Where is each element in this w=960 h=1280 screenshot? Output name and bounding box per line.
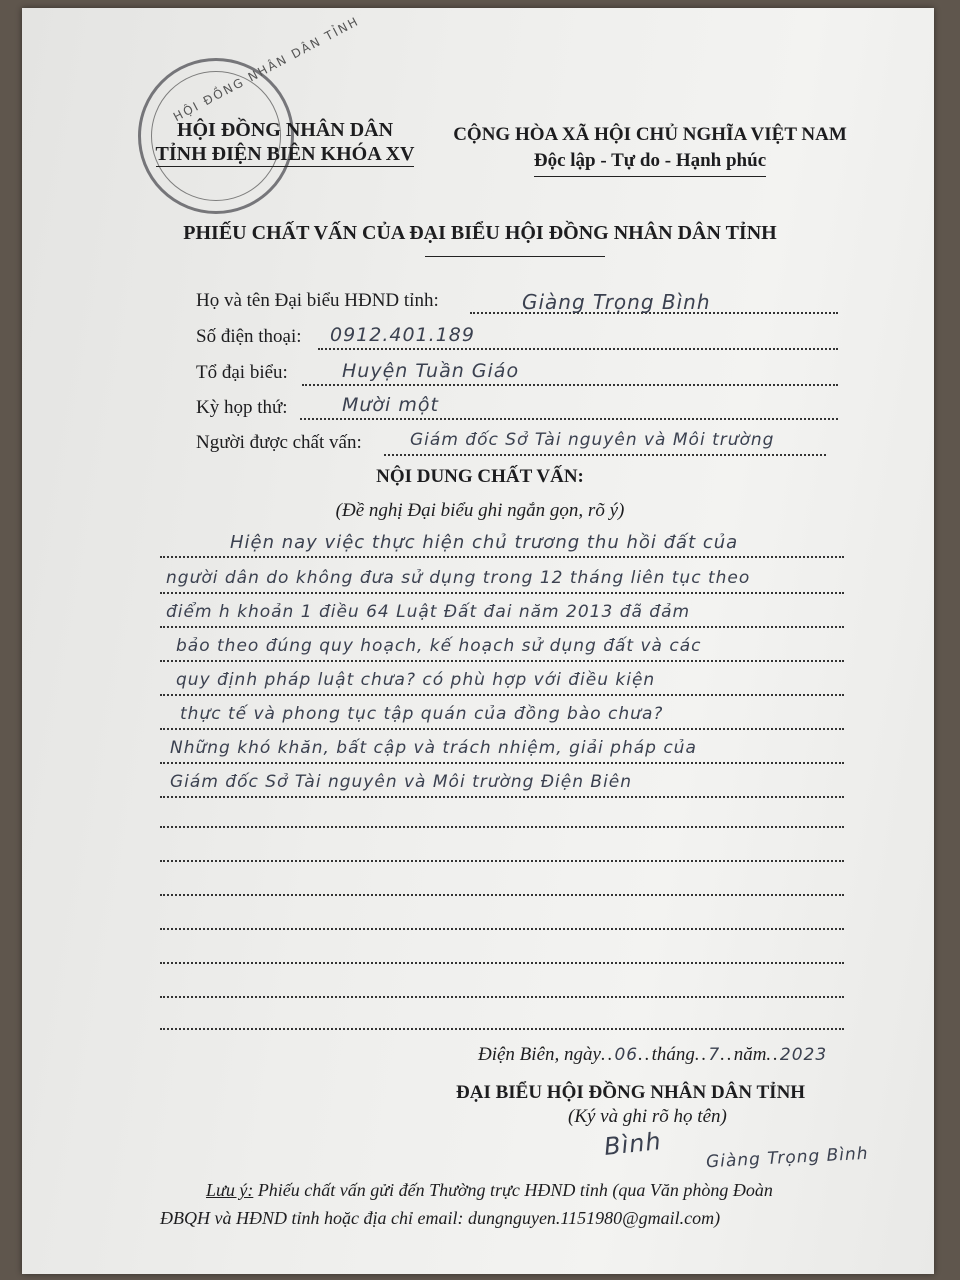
blank-line [160,962,844,964]
footer-note-line-2: ĐBQH và HĐND tỉnh hoặc địa chỉ email: dungnguyen.1151980@gmail.com) [160,1208,721,1228]
content-line-rule [160,592,844,594]
target-label: Người được chất vấn: [196,432,362,453]
name-label: Họ và tên Đại biểu HĐND tỉnh: [196,290,439,311]
group-row [196,362,288,384]
content-line-rule [160,694,844,696]
name-value: Giàng Trọng Bình [522,290,711,314]
content-line-rule [160,796,844,798]
date-line: Điện Biên, ngày..06..tháng..7..năm..2023 [478,1044,828,1065]
org-line-2: TỈNH ĐIỆN BIÊN KHÓA XV [155,143,415,165]
content-line: Những khó khăn, bất cập và trách nhiệm, giải pháp của [170,738,697,758]
blank-line [160,894,844,896]
blank-line [160,928,844,930]
date-month-label: tháng [651,1044,695,1065]
content-line-rule [160,660,844,662]
session-row [196,397,288,419]
signature-title: ĐẠI BIỂU HỘI ĐỒNG NHÂN DÂN TỈNH [456,1082,806,1103]
content-line-rule [160,728,844,730]
org-line-1: HỘI ĐỒNG NHÂN DÂN [176,119,394,141]
footer-note-line-1 [206,1180,773,1201]
content-line-rule [160,626,844,628]
session-label: Kỳ họp thứ: [196,397,288,418]
signature-note: (Ký và ghi rõ họ tên) [568,1106,727,1127]
signature-mark: Bình [602,1127,663,1161]
organization-header [150,118,420,167]
date-month: 7 [708,1045,721,1065]
content-line: quy định pháp luật chưa? có phù hợp với điều kiện [176,670,656,690]
phone-value: 0912.401.189 [330,324,475,346]
nation-line-1: CỘNG HÒA XÃ HỘI CHỦ NGHĨA VIỆT NAM [453,124,847,145]
footer-note-label: Lưu ý: [206,1180,254,1200]
nation-motto: Độc lập - Tự do - Hạnh phúc [534,148,766,177]
content-instruction: (Đề nghị Đại biểu ghi ngắn gọn, rõ ý) [335,500,625,521]
form-title: PHIẾU CHẤT VẤN CỦA ĐẠI BIỂU HỘI ĐỒNG NHÂN DÂN TỈNH [183,222,777,244]
name-row [196,290,439,312]
date-prefix: Điện Biên, ngày [478,1044,601,1065]
content-line: bảo theo đúng quy hoạch, kế hoạch sử dụng đất và các [176,636,702,656]
session-value: Mười một [342,394,439,416]
content-line-rule [160,762,844,764]
blank-line [160,826,844,828]
session-dots [300,418,838,420]
blank-line [160,996,844,998]
target-row [196,432,362,454]
phone-dots [318,348,838,350]
content-line: Giám đốc Sở Tài nguyên và Môi trường Điện Biên [170,772,633,792]
content-line: người dân do không đưa sử dụng trong 12 tháng liên tục theo [166,568,751,588]
group-dots [302,384,838,386]
national-header [420,122,880,177]
content-line-rule [160,556,844,558]
footer-note-text: Phiếu chất vấn gửi đến Thường trực HĐND tỉnh (qua Văn phòng Đoàn [257,1180,773,1200]
phone-label: Số điện thoại: [196,326,302,347]
blank-line [160,860,844,862]
signature-name: Giàng Trọng Bình [705,1143,870,1173]
content-line: điểm h khoản 1 điều 64 Luật Đất đai năm 2013 đã đảm [166,602,691,622]
date-day: 06 [614,1045,639,1065]
content-line: Hiện nay việc thực hiện chủ trương thu hồi đất của [230,532,739,553]
phone-row [196,326,302,348]
target-value: Giám đốc Sở Tài nguyên và Môi trường [410,430,775,450]
date-year: 2023 [779,1045,828,1065]
group-label: Tổ đại biểu: [196,362,288,383]
content-heading: NỘI DUNG CHẤT VẤN: [376,466,584,487]
title-underline [425,256,605,257]
content-line: thực tế và phong tục tập quán của đồng bào chưa? [180,704,664,724]
group-value: Huyện Tuần Giáo [342,360,520,382]
blank-line [160,1028,844,1030]
seal-text: HỘI ĐỒNG NHÂN DÂN TỈNH [170,13,362,125]
date-year-label: năm [733,1044,767,1065]
target-dots [384,454,826,456]
